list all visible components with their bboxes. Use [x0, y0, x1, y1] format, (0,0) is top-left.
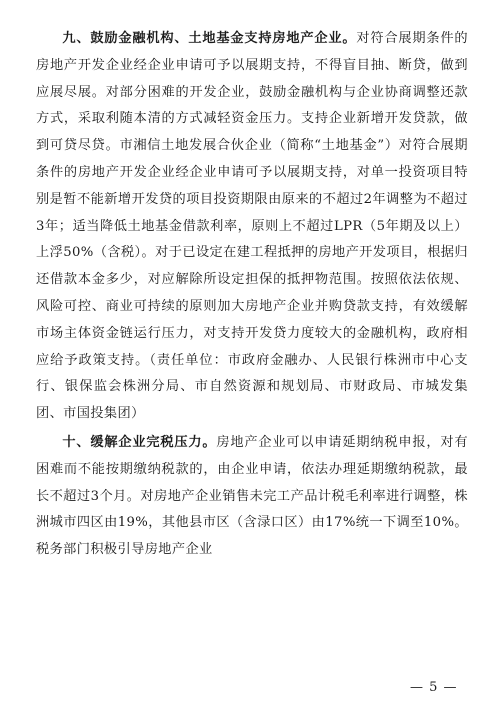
section-10-paragraph	[36, 430, 468, 564]
section-9-paragraph	[36, 26, 468, 428]
section-10-body: 房地产企业可以申请延期纳税申报，对有困难而不能按期缴纳税款的，由企业申请，依法办理延期缴纳税款，最长不超过3个月。对房地产企业销售未完工产品计税毛利率进行调整，株洲城市四区由19%，其他县市区（含渌口区）由17%统一下调至10%。税务部门积极引导房地产企业	[36, 434, 468, 558]
section-9-heading: 九、鼓励金融机构、土地基金支持房地产企业。	[62, 31, 357, 46]
section-10-heading: 十、缓解企业完税压力。	[62, 434, 217, 450]
page-number: — 5 —	[410, 680, 458, 695]
document-page	[36, 26, 468, 564]
section-9-body: 对符合展期条件的房地产开发企业经企业申请可予以展期支持，不得盲目抽、断贷，做到应展尽展。对部分困难的开发企业，鼓励金融机构与企业协商调整还款方式，采取利随本清的方式减轻资金压力。支持企业新增开发贷款，做到可贷尽贷。市湘信土地发展合伙企业（简称“土地基金”）对符合展期条件的房地产开发企业经企业申请可予以展期支持，对单一投资项目特别是暂不能新增开发贷的项目投资期限由原来的不超过2年调整为不超过3年；适当降低土地基金借款利率，原则上不超过LPR（5年期及以上）上浮50%（含税）。对于已设定在建工程抵押的房地产开发项目，根据归还借款本金多少，对应解除所设定担保的抵押物范围。按照依法依规、风险可控、商业可持续的原则加大房地产企业并购贷款支持，有效缓解市场主体资金链运行压力，对支持开发贷力度较大的金融机构，政府相应给予政策支持。（责任单位：市政府金融办、人民银行株洲市中心支行、银保监会株洲分局、市自然资源和规划局、市财政局、市城发集团、市国投集团）	[36, 31, 468, 422]
